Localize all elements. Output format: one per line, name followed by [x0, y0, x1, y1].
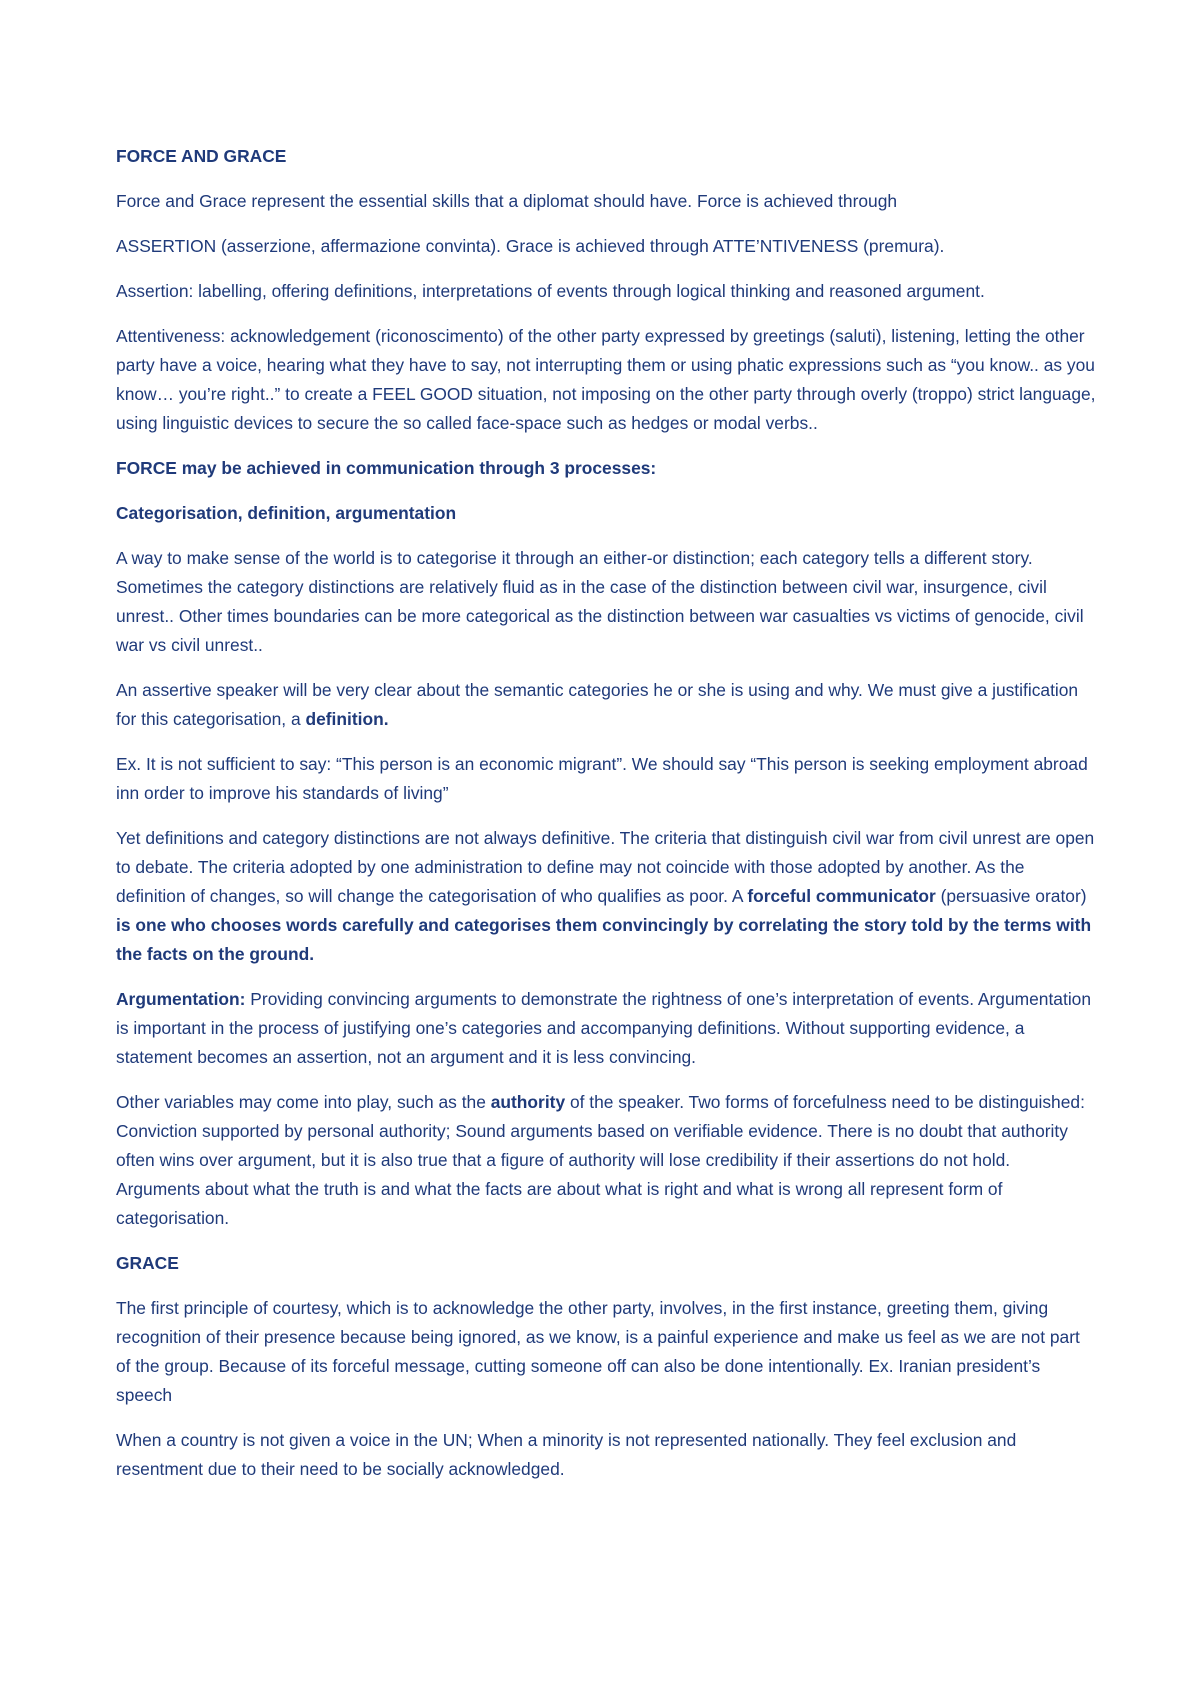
- text-run: An assertive speaker will be very clear about the semantic categories he or she is using and why. We must give a justification for this categorisation, a: [116, 680, 1079, 729]
- paragraph-definitions-debate: [116, 824, 1096, 969]
- paragraph-authority: [116, 1088, 1096, 1233]
- heading-grace: GRACE: [116, 1253, 179, 1273]
- text-run: Yet definitions and category distinctions are not always definitive. The criteria that distinguish civil war from civil unrest are open to debate. The criteria adopted by one administration to define may not coincide with those adopted by another. As the definition of changes, so will change the categorisation of who qualifies as poor. A: [116, 828, 1095, 906]
- text-run: (persuasive orator): [935, 886, 1087, 906]
- heading-force-processes: FORCE may be achieved in communication through 3 processes:: [116, 458, 657, 478]
- text-run: of the speaker. Two forms of forcefulness need to be distinguished: Conviction supported by personal authority; Sound arguments based on verifiable evidence. There is no doubt that authority often wins over argument, but it is also true that a figure of authority will lose credibility if their assertions do not hold. Arguments about what the truth is and what the facts are about what is right and what is wrong all represent form of categorisation.: [116, 1092, 1085, 1228]
- paragraph-assertion-definition: Assertion: labelling, offering definitions, interpretations of events through logical thinking and reasoned argument.: [116, 281, 985, 301]
- paragraph-courtesy: The first principle of courtesy, which is to acknowledge the other party, involves, in the first instance, greeting them, giving recognition of their presence because being ignored, as we know, is a painful experience and make us feel as we are not part of the group. Because of its forceful message, cutting someone off can also be done intentionally. Ex. Iranian president’s speech: [116, 1298, 1080, 1405]
- text-run-bold: Argumentation:: [116, 989, 246, 1009]
- text-run-bold: definition.: [305, 709, 389, 729]
- document-title: FORCE AND GRACE: [116, 146, 287, 166]
- paragraph-attentiveness-definition: Attentiveness: acknowledgement (riconoscimento) of the other party expressed by greetings (saluti), listening, letting the other party have a voice, hearing what they have to say, not interrupting them or using phatic expressions such as “you know.. as you know… you’re right..” to create a FEEL GOOD situation, not imposing on the other party through overly (troppo) strict language, using linguistic devices to secure the so called face-space such as hedges or modal verbs..: [116, 326, 1096, 433]
- heading-categorisation: Categorisation, definition, argumentation: [116, 503, 457, 523]
- paragraph-assertion-attentiveness: ASSERTION (asserzione, affermazione convinta). Grace is achieved through ATTE’NTIVENESS (premura).: [116, 236, 945, 256]
- text-run-bold: is one who chooses words carefully and categorises them convincingly by correlating the story told by the terms with the facts on the ground.: [116, 915, 1092, 964]
- paragraph-example-migrant: Ex. It is not sufficient to say: “This person is an economic migrant”. We should say “This person is seeking employment abroad inn order to improve his standards of living”: [116, 754, 1088, 803]
- paragraph-argumentation: [116, 985, 1096, 1072]
- paragraph-assertive-speaker: [116, 676, 1096, 734]
- paragraph-intro: Force and Grace represent the essential skills that a diplomat should have. Force is achieved through: [116, 191, 898, 211]
- paragraph-categorise: A way to make sense of the world is to categorise it through an either-or distinction; each category tells a different story. Sometimes the category distinctions are relatively fluid as in the case of the distinction between civil war, insurgence, civil unrest.. Other times boundaries can be more categorical as the distinction between war casualties vs victims of genocide, civil war vs civil unrest..: [116, 548, 1084, 655]
- document-body: [116, 142, 1096, 1500]
- text-run: Other variables may come into play, such as the: [116, 1092, 491, 1112]
- text-run-bold: authority: [490, 1092, 566, 1112]
- paragraph-voice-un: When a country is not given a voice in the UN; When a minority is not represented nationally. They feel exclusion and resentment due to their need to be socially acknowledged.: [116, 1430, 1017, 1479]
- text-run: Providing convincing arguments to demonstrate the rightness of one’s interpretation of events. Argumentation is important in the process of justifying one’s categories and accompanying definitions. Without supporting evidence, a statement becomes an assertion, not an argument and it is less convincing.: [116, 989, 1092, 1067]
- text-run-bold: forceful communicator: [747, 886, 936, 906]
